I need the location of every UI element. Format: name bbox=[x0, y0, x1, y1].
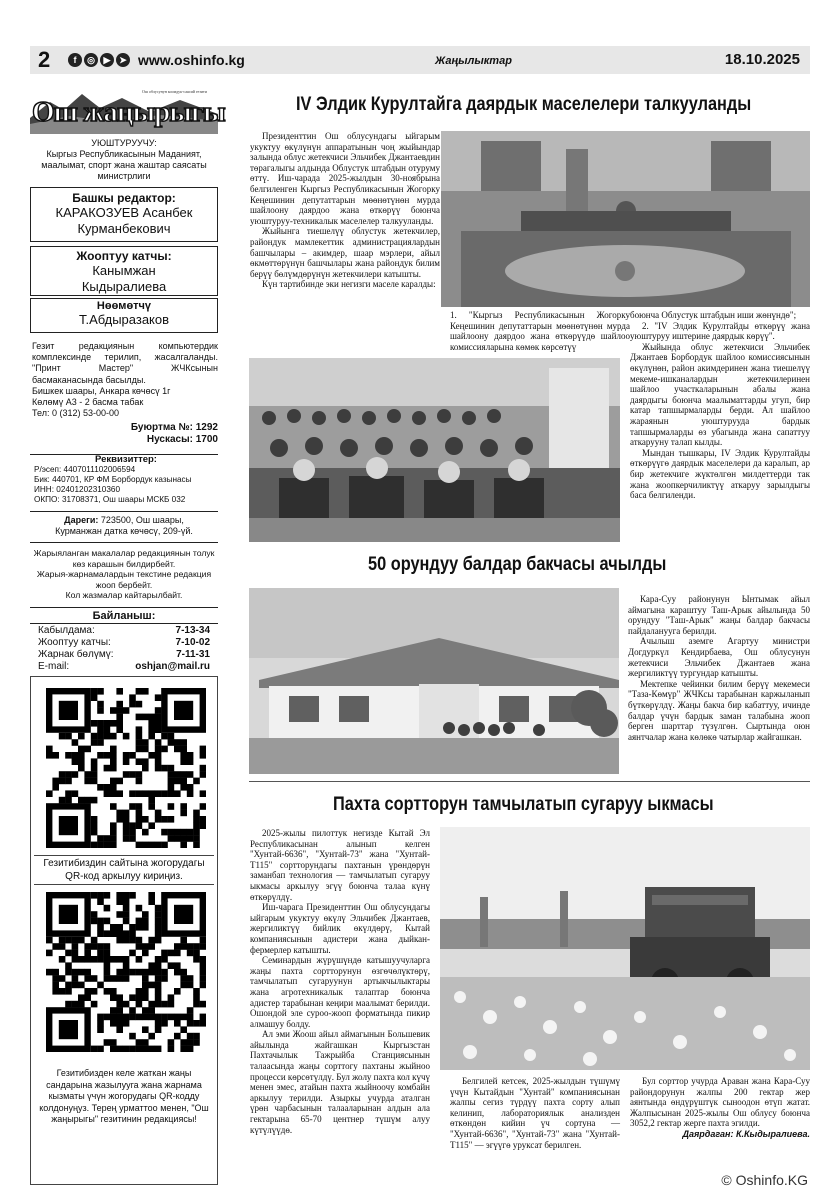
contact-row bbox=[38, 649, 210, 661]
article1-title: IV Элдик Курултайга даярдык маселелери талкууланды bbox=[296, 94, 752, 115]
article1-para: Жыйында облус жетекчиси Эльчибек Джантаев Борбордук шайлоо комиссиясынын өкүлүнөн, район акимдеринен жана тиешелүү мекеме-ишканалардын жетекчилеринен шайлоо участкаларынын абалы жана даярдыгы боюнча маалыматтарды угуп, бир катар тапшырмаларды берди. Ал шайлоо жараянын уюштурууда бардык тапшырмаларды өз убагында жана сапаттуу аткарууну талап кылды. bbox=[630, 341, 810, 448]
notice-2: Жарыя-жарнамалардын текстине редакция жооп бербейт. bbox=[36, 569, 212, 590]
kindergarten-photo-art bbox=[249, 588, 619, 774]
copies-label: Нускасы: bbox=[146, 433, 193, 445]
article3-col-left bbox=[250, 828, 430, 1135]
instagram-icon[interactable]: ◎ bbox=[84, 53, 98, 67]
article2-para: Кара-Суу районунун Ынтымак айыл аймагына караштуу Таш-Арык айылында 50 орундуу "Таш-Арык" жаңы балдар бакчасы пайдаланууга берилди. bbox=[628, 594, 810, 636]
copies-line bbox=[32, 434, 218, 445]
editor-label: Башкы редактор: bbox=[72, 191, 176, 205]
masthead-logo bbox=[30, 88, 225, 134]
article3-para: Ал эми Жоош айыл аймагынын Большевик айылында жайгашкан Кыргызстан Пахтачылык Тажрыйба Станциясынын талаасында жаңы сорттогу пахтаны жыйноо процесси көрсөтүлдү. Бул жолу пахта кол күчү менен эмес, атайын пахта жыйноочу комбайн аркылуу терилди. Азыркы учурда аталган үрөн чарбасынын талааларынан алдын ала гектарына 65-70 центнер түшүм алуу күтүлүүдө. bbox=[250, 1029, 430, 1135]
meeting-photo bbox=[441, 131, 810, 307]
article2-para: Ачылыш аземге Агартуу министри Догдуркүл Кендирбаева, Ош облусунун жетекчиси Эльчибек Джантаев жана жергиликтүү тургундар катышты. bbox=[628, 636, 810, 679]
contact-value: 7-10-02 bbox=[175, 637, 210, 648]
notice-3: Кол жазмалар кайтарылбайт. bbox=[65, 590, 183, 601]
copyright-footer: © Oshinfo.KG bbox=[721, 1172, 808, 1188]
article1-para: Жыйынга тиешелүү облустук жетекчилер, райондук мамлекеттик администрациялардын башчылары – акимдер, шаар мэрлери, айыл өкмөттөрүнүн башчылары жана райондук билим берүү бөлүмдөрүнүн жетекчилери катышты. bbox=[250, 226, 440, 279]
requisite-2: Бик: 440701, КР ФМ Борбордук казынасы bbox=[34, 475, 192, 484]
contact-label: Кабылдама: bbox=[38, 625, 95, 636]
meeting-photo-art bbox=[441, 131, 810, 307]
secretary-box bbox=[30, 246, 218, 296]
order-label: Буюртма №: bbox=[130, 422, 193, 434]
editor-box bbox=[30, 187, 218, 242]
article1-list-item: 1. "Кыргыз Республикасынын Жогорку Кеңешинин депутаттарын мөөнөтүнөн мурда шайлоону даярдоо жана өткөрүүдө шайлоо комиссияларына көмөк көрсөтүү bbox=[450, 310, 630, 352]
article3-para: Белгилей кетсек, 2025-жылдын түшүмү үчүн Кытайдын "Хунтай" компаниясынан жалпы сегиз түрдүү пахта сорту алып келинип, лабораториялык анализден өткөндөн кийин үч сортуна — "Хунтай-6636", "Хунтай-73" жана "Хунтай-Т115" — эгүүгө уруксат берилген. bbox=[450, 1076, 620, 1150]
print-address: Бишкек шаары, Анкара көчөсү 1г bbox=[32, 385, 171, 396]
social-icons bbox=[68, 53, 130, 67]
contact-row bbox=[38, 661, 210, 673]
article3-title: Пахта сортторун тамчылатып сугаруу ыкмасы bbox=[333, 794, 714, 815]
article3-para: Иш-чарага Президенттин Ош облусундагы ыйгарым укуктуу өкүлү Эльчибек Джантаев, жергиликтүү бийлик өкүлдөрү, Кытай компаниясынын адистери жана дыйкан-фермерлер катышты. bbox=[250, 902, 430, 955]
qr-caption-2: Гезитибизден келе жаткан жаңы сандарына жазылууга жана жарнама кызматы үчүн жогорудагы QR-кодду колдонуңуз. Терең урматтоо менен, "Ош жаңырыгы" гезитинин редакциясы! bbox=[39, 1068, 209, 1125]
article3-para: Бул сорттор учурда Араван жана Кара-Суу райондорунун жалпы 200 гектар жер аянтында өндүрүштүк сыноодон өтүп жатат. Жалпысынан 2025-жылы Ош облусу боюнча 3052,2 гектар жерге пахта эгилди. bbox=[630, 1076, 810, 1129]
contact-label: Жарнак бөлүмү: bbox=[38, 649, 114, 660]
duty-name: Т.Абдыразаков bbox=[78, 312, 170, 327]
notice-1: Жарыяланган макалалар редакциянын толук көз карашын билдирбейт. bbox=[33, 548, 215, 569]
kindergarten-photo bbox=[249, 588, 619, 774]
article2-text bbox=[628, 594, 810, 742]
contacts-label: Байланыш: bbox=[30, 610, 218, 624]
address-text: 723500, Ош шаары, Курманжан датка көчөсү, 209-үй. bbox=[55, 515, 193, 536]
address-block bbox=[30, 515, 218, 543]
secretary-label: Жооптуу катчы: bbox=[76, 249, 172, 263]
contact-row bbox=[38, 625, 210, 637]
article3-col-right bbox=[630, 1076, 810, 1140]
article3-author: Даярдаган: К.Кыдыралиева. bbox=[682, 1128, 810, 1139]
order-line bbox=[32, 422, 218, 433]
article1-para: Күн тартибинде эки негизги маселе каралды: bbox=[262, 279, 436, 290]
article1-para: боюнча Облустук штабдын иши жөнүндө"; bbox=[630, 310, 797, 320]
article1-col-right bbox=[630, 310, 810, 501]
requisite-4: ОКПО: 31708371, Ош шаары МСКБ 032 bbox=[34, 495, 186, 504]
section-name: Жаңылыктар bbox=[435, 55, 512, 67]
youtube-icon[interactable]: ▶ bbox=[100, 53, 114, 67]
telegram-icon[interactable]: ➤ bbox=[116, 53, 130, 67]
issue-date: 18.10.2025 bbox=[724, 51, 800, 68]
duty-label: Нөөмөтчү bbox=[96, 300, 152, 312]
cotton-photo-art bbox=[440, 827, 810, 1070]
article1-para: 2. "IV Элдик Курултайды өткөрүү жана уюштуруу иштерине даярдык көрүү". bbox=[630, 320, 810, 342]
qr-caption: Гезитибиздин сайтына жогорудагы QR-код аркылуу кириңиз. bbox=[34, 855, 214, 885]
contact-value[interactable]: oshjan@mail.ru bbox=[135, 661, 210, 672]
article3-col-mid bbox=[450, 1076, 620, 1150]
divider bbox=[249, 781, 810, 782]
audience-photo-art bbox=[249, 358, 620, 542]
secretary-name: Канымжан Кыдыралиева bbox=[81, 263, 167, 294]
contact-label: Жооптуу катчы: bbox=[38, 637, 111, 648]
top-bar bbox=[30, 46, 810, 74]
requisite-3: ИНН: 02401202310360 bbox=[34, 485, 121, 494]
article2-title: 50 орундуу балдар бакчасы ачылды bbox=[368, 554, 667, 575]
order-value: 1292 bbox=[195, 422, 218, 434]
article1-para: Мындан тышкары, IV Элдик Курултайды өткөрүүгө даярдык маселелери да каралып, ар бир жетекчиге жүктөлгөн милдеттерди так жана жоопкерчиликтүү аткаруу зарылдыгы баса белгиленди. bbox=[630, 447, 810, 501]
article3-para: 2025-жылы пилоттук негизде Кытай Эл Республикасынан алынып келген "Хунтай-6636", "Хунтай-73" жана "Хунтай-Т115" сортторундагы пахтанын үрөндөрүн заманбап технология — тамчылатып сугаруу ыкмасы аркылуу эгүү боюнча талаа күнү өткөрүлдү. bbox=[250, 828, 430, 902]
print-info bbox=[32, 341, 218, 445]
duty-box bbox=[30, 298, 218, 333]
print-volume: Көлөмү А3 - 2 басма табак bbox=[32, 397, 144, 408]
site-url[interactable]: www.oshinfo.kg bbox=[138, 52, 245, 68]
article2-para: Мектепке чейинки билим берүү мекемеси "Таза-Көмүр" ЖЧКсы тарабынан каржыланып бүткөрүлдү. Жаңы бакча бир кабаттуу, ичинде балдар үчүн бардык заман талабына жооп берген шарттар түзүлгөн. Сыртында оюн аянтчалар жана көлөкө чатырлар жайгашкан. bbox=[628, 678, 810, 742]
founder-text: Кыргыз Республикасынын Маданият, маалымат, спорт жана жаштар саясаты министрлиги bbox=[41, 149, 207, 181]
contact-row bbox=[38, 637, 210, 649]
newspaper-name: Ош жаңырыгы bbox=[32, 96, 225, 128]
article1-para: Президенттин Ош облусундагы ыйгарым укуктуу өкүлүнүн аппаратынын чоң жыйындар залында облус жетекчиси Эльчибек Джантаевдин төрагалыгы алдында Облустук штабдын отуруму өттү. Иш-чарада 2025-жылдын 30-ноябрына белгиленген Кыргыз Республикасынын Жогорку Кеңешинин депутаттарын мөөнөтүнөн мурда шайлоону даярдоо жана өткөрүү боюнча уюштуруу-техникалык маселелер талкууланды. bbox=[250, 131, 440, 226]
requisites-label: Реквизиттер: bbox=[95, 454, 157, 465]
page-number: 2 bbox=[38, 47, 51, 72]
address-label: Дареги: bbox=[64, 515, 99, 525]
site-qr-code[interactable] bbox=[46, 688, 206, 848]
print-phone: Тел: 0 (312) 53-00-00 bbox=[32, 408, 119, 419]
founder-label: УЮШТУРУУЧУ: bbox=[91, 138, 157, 148]
copies-value: 1700 bbox=[195, 433, 218, 445]
founder-block bbox=[30, 138, 218, 182]
cotton-harvester-photo bbox=[440, 827, 810, 1070]
article3-para: Семинардын жүрүшүндө катышуучуларга жаңы пахта сортторунун өзгөчөлүктөрү, тамчылатып сугаруунун артыкчылыктары жана агротехникалык талаптар боюнча адистер тарабынан кеңири маалымат берилди. Ошондой эле суроо-жооп форматында пикир алмашуу болду. bbox=[250, 955, 430, 1029]
contact-value: 7-13-34 bbox=[175, 625, 210, 636]
notice-block bbox=[30, 548, 218, 608]
editor-name: КАРАКОЗУЕВ Асанбек Курманбекович bbox=[55, 205, 193, 236]
contacts-block bbox=[30, 610, 218, 672]
article1-col-left bbox=[250, 131, 440, 290]
facebook-icon[interactable]: f bbox=[68, 53, 82, 67]
masthead-tagline: Ош облусунун коомдук-саясий гезити bbox=[142, 89, 207, 94]
requisite-1: Р/эсеп: 4407011102006594 bbox=[34, 465, 136, 474]
audience-photo bbox=[249, 358, 620, 542]
contact-label: E-mail: bbox=[38, 661, 70, 672]
contact-value: 7-11-31 bbox=[176, 649, 210, 660]
requisites-block bbox=[30, 454, 218, 512]
ads-qr-code[interactable] bbox=[46, 892, 206, 1052]
print-text: Гезит редакциянын компьютердик комплексинде терилип, жасалгаланды. "Принт Мастер" ЖЧКсынын басмаканасында басылды. bbox=[32, 341, 218, 385]
